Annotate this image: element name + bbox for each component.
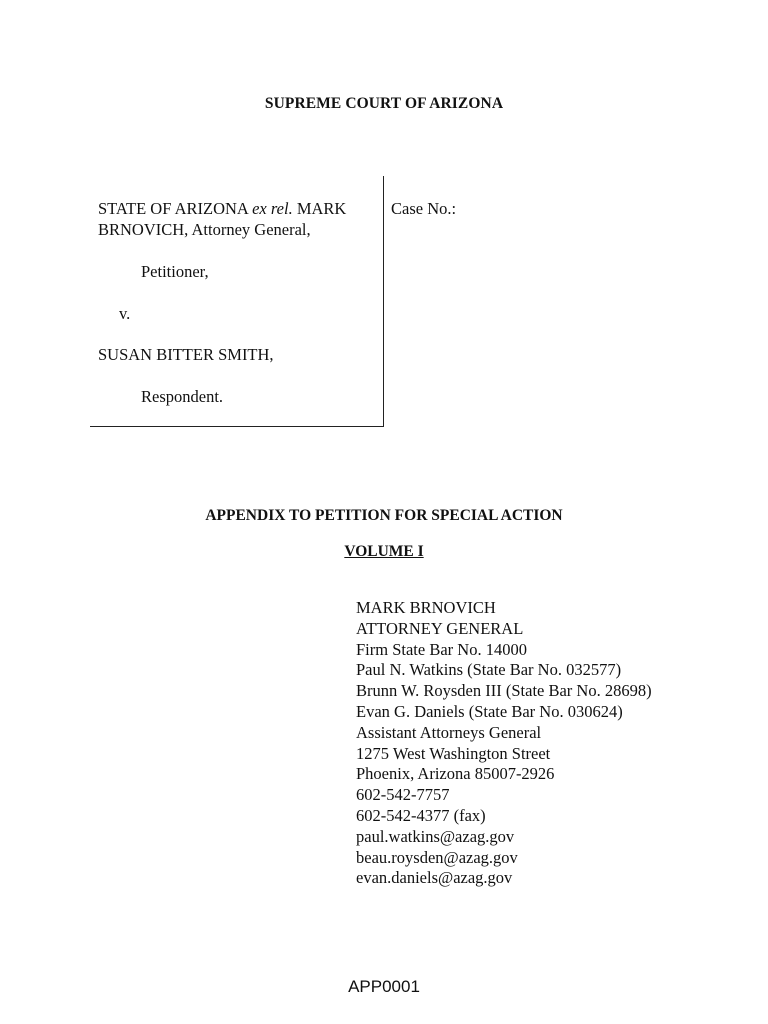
bates-stamp: APP0001	[348, 977, 420, 996]
caption-respondent-role: Respondent.	[141, 387, 224, 406]
court-title: SUPREME COURT OF ARIZONA	[264, 95, 504, 112]
caption-petitioner-role: Petitioner,	[141, 262, 209, 281]
counsel-line: 602-542-4377 (fax)	[356, 805, 486, 825]
caption-respondent-name: SUSAN BITTER SMITH,	[98, 345, 274, 364]
counsel-line: Evan G. Daniels (State Bar No. 030624)	[356, 701, 623, 721]
counsel-line: Brunn W. Roysden III (State Bar No. 28698)	[356, 681, 652, 701]
counsel-line: Phoenix, Arizona 85007-2926	[356, 764, 555, 784]
counsel-line: ATTORNEY GENERAL	[356, 618, 524, 638]
counsel-line: MARK BRNOVICH	[356, 598, 496, 617]
document-volume	[0, 543, 768, 561]
caption-party-tail: MARK	[292, 199, 347, 218]
document-heading: APPENDIX TO PETITION FOR SPECIAL ACTION	[205, 507, 563, 524]
caption-vertical-divider	[383, 176, 384, 427]
counsel-line: Assistant Attorneys General	[356, 722, 542, 742]
counsel-email-link[interactable]: beau.roysden@azag.gov	[356, 847, 518, 867]
caption-party-line-2: BRNOVICH, Attorney General,	[98, 220, 311, 239]
counsel-block	[356, 598, 652, 889]
counsel-email-link[interactable]: paul.watkins@azag.gov	[356, 826, 515, 846]
counsel-line: 1275 West Washington Street	[356, 743, 551, 763]
case-number-label: Case No.:	[391, 199, 457, 218]
volume-label: VOLUME I	[344, 543, 424, 560]
caption-ex-rel: ex rel.	[252, 199, 293, 218]
counsel-line: Paul N. Watkins (State Bar No. 032577)	[356, 660, 622, 680]
caption-party-line-1	[98, 198, 346, 219]
counsel-line: 602-542-7757	[356, 785, 450, 805]
counsel-email-link[interactable]: evan.daniels@azag.gov	[356, 868, 513, 888]
counsel-line: Firm State Bar No. 14000	[356, 639, 527, 659]
caption-party-plain: STATE OF ARIZONA	[98, 199, 253, 218]
caption-horizontal-divider	[90, 426, 384, 427]
caption-versus: v.	[119, 304, 131, 323]
